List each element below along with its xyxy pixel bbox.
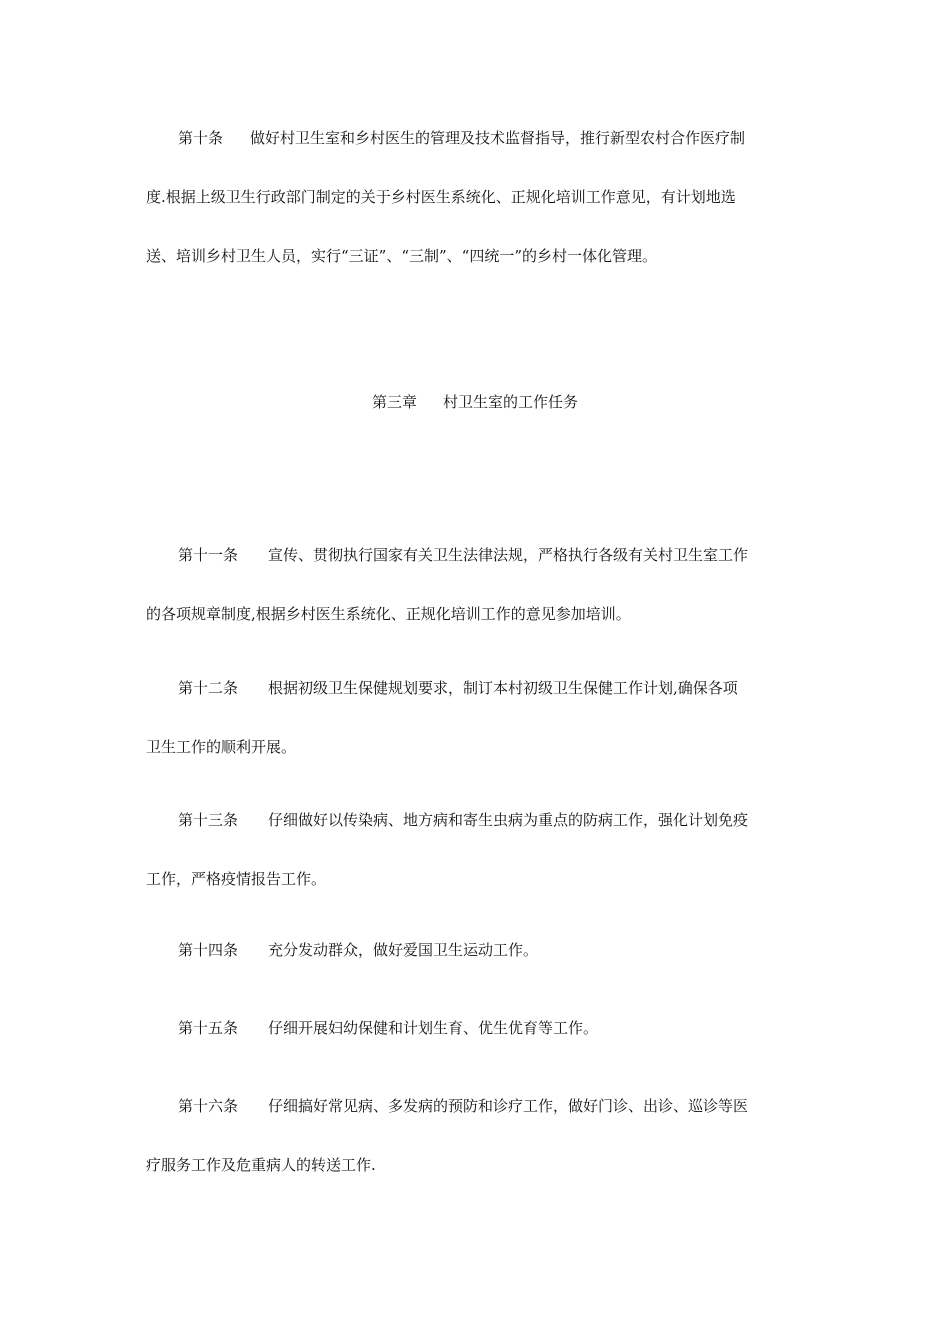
article-text: 仔细做好以传染病、地方病和寄生虫病为重点的防病工作，强化计划免疫 bbox=[268, 811, 749, 829]
article-text: 做好村卫生室和乡村医生的管理及技术监督指导，推行新型农村合作医疗制 bbox=[250, 129, 746, 147]
article-16-line-1 bbox=[178, 1096, 838, 1116]
article-text: 根据初级卫生保健规划要求，制订本村初级卫生保健工作计划,确保各项 bbox=[268, 679, 738, 697]
article-number: 第十五条 bbox=[178, 1019, 239, 1037]
article-number: 第十条 bbox=[178, 129, 224, 147]
article-10-line-1 bbox=[178, 128, 838, 148]
article-number: 第十六条 bbox=[178, 1097, 239, 1115]
article-15-line-1 bbox=[178, 1018, 838, 1038]
article-13-line-2: 工作，严格疫情报告工作。 bbox=[146, 870, 327, 888]
article-text: 仔细开展妇幼保健和计划生育、优生优育等工作。 bbox=[268, 1019, 599, 1037]
article-number: 第十二条 bbox=[178, 679, 239, 697]
chapter-heading bbox=[0, 392, 950, 412]
article-16-line-2: 疗服务工作及危重病人的转送工作. bbox=[146, 1156, 376, 1174]
article-11-line-1 bbox=[178, 545, 838, 565]
article-number: 第十三条 bbox=[178, 811, 239, 829]
article-10-line-3: 送、培训乡村卫生人员，实行“三证”、“三制”、“四统一”的乡村一体化管理。 bbox=[146, 247, 658, 265]
article-text: 宣传、贯彻执行国家有关卫生法律法规，严格执行各级有关村卫生室工作 bbox=[268, 546, 749, 564]
article-number: 第十一条 bbox=[178, 546, 239, 564]
article-text: 仔细搞好常见病、多发病的预防和诊疗工作，做好门诊、出诊、巡诊等医 bbox=[268, 1097, 749, 1115]
article-13-line-1 bbox=[178, 810, 838, 830]
chapter-title: 村卫生室的工作任务 bbox=[443, 393, 579, 411]
article-14-line-1 bbox=[178, 940, 838, 960]
chapter-number: 第三章 bbox=[371, 393, 417, 411]
article-text: 充分发动群众，做好爱国卫生运动工作。 bbox=[268, 941, 539, 959]
article-11-line-2: 的各项规章制度,根据乡村医生系统化、正规化培训工作的意见参加培训。 bbox=[146, 605, 631, 623]
article-12-line-1 bbox=[178, 678, 838, 698]
article-number: 第十四条 bbox=[178, 941, 239, 959]
article-10-line-2: 度.根据上级卫生行政部门制定的关于乡村医生系统化、正规化培训工作意见，有计划地选 bbox=[146, 188, 736, 206]
article-12-line-2: 卫生工作的顺利开展。 bbox=[146, 738, 297, 756]
